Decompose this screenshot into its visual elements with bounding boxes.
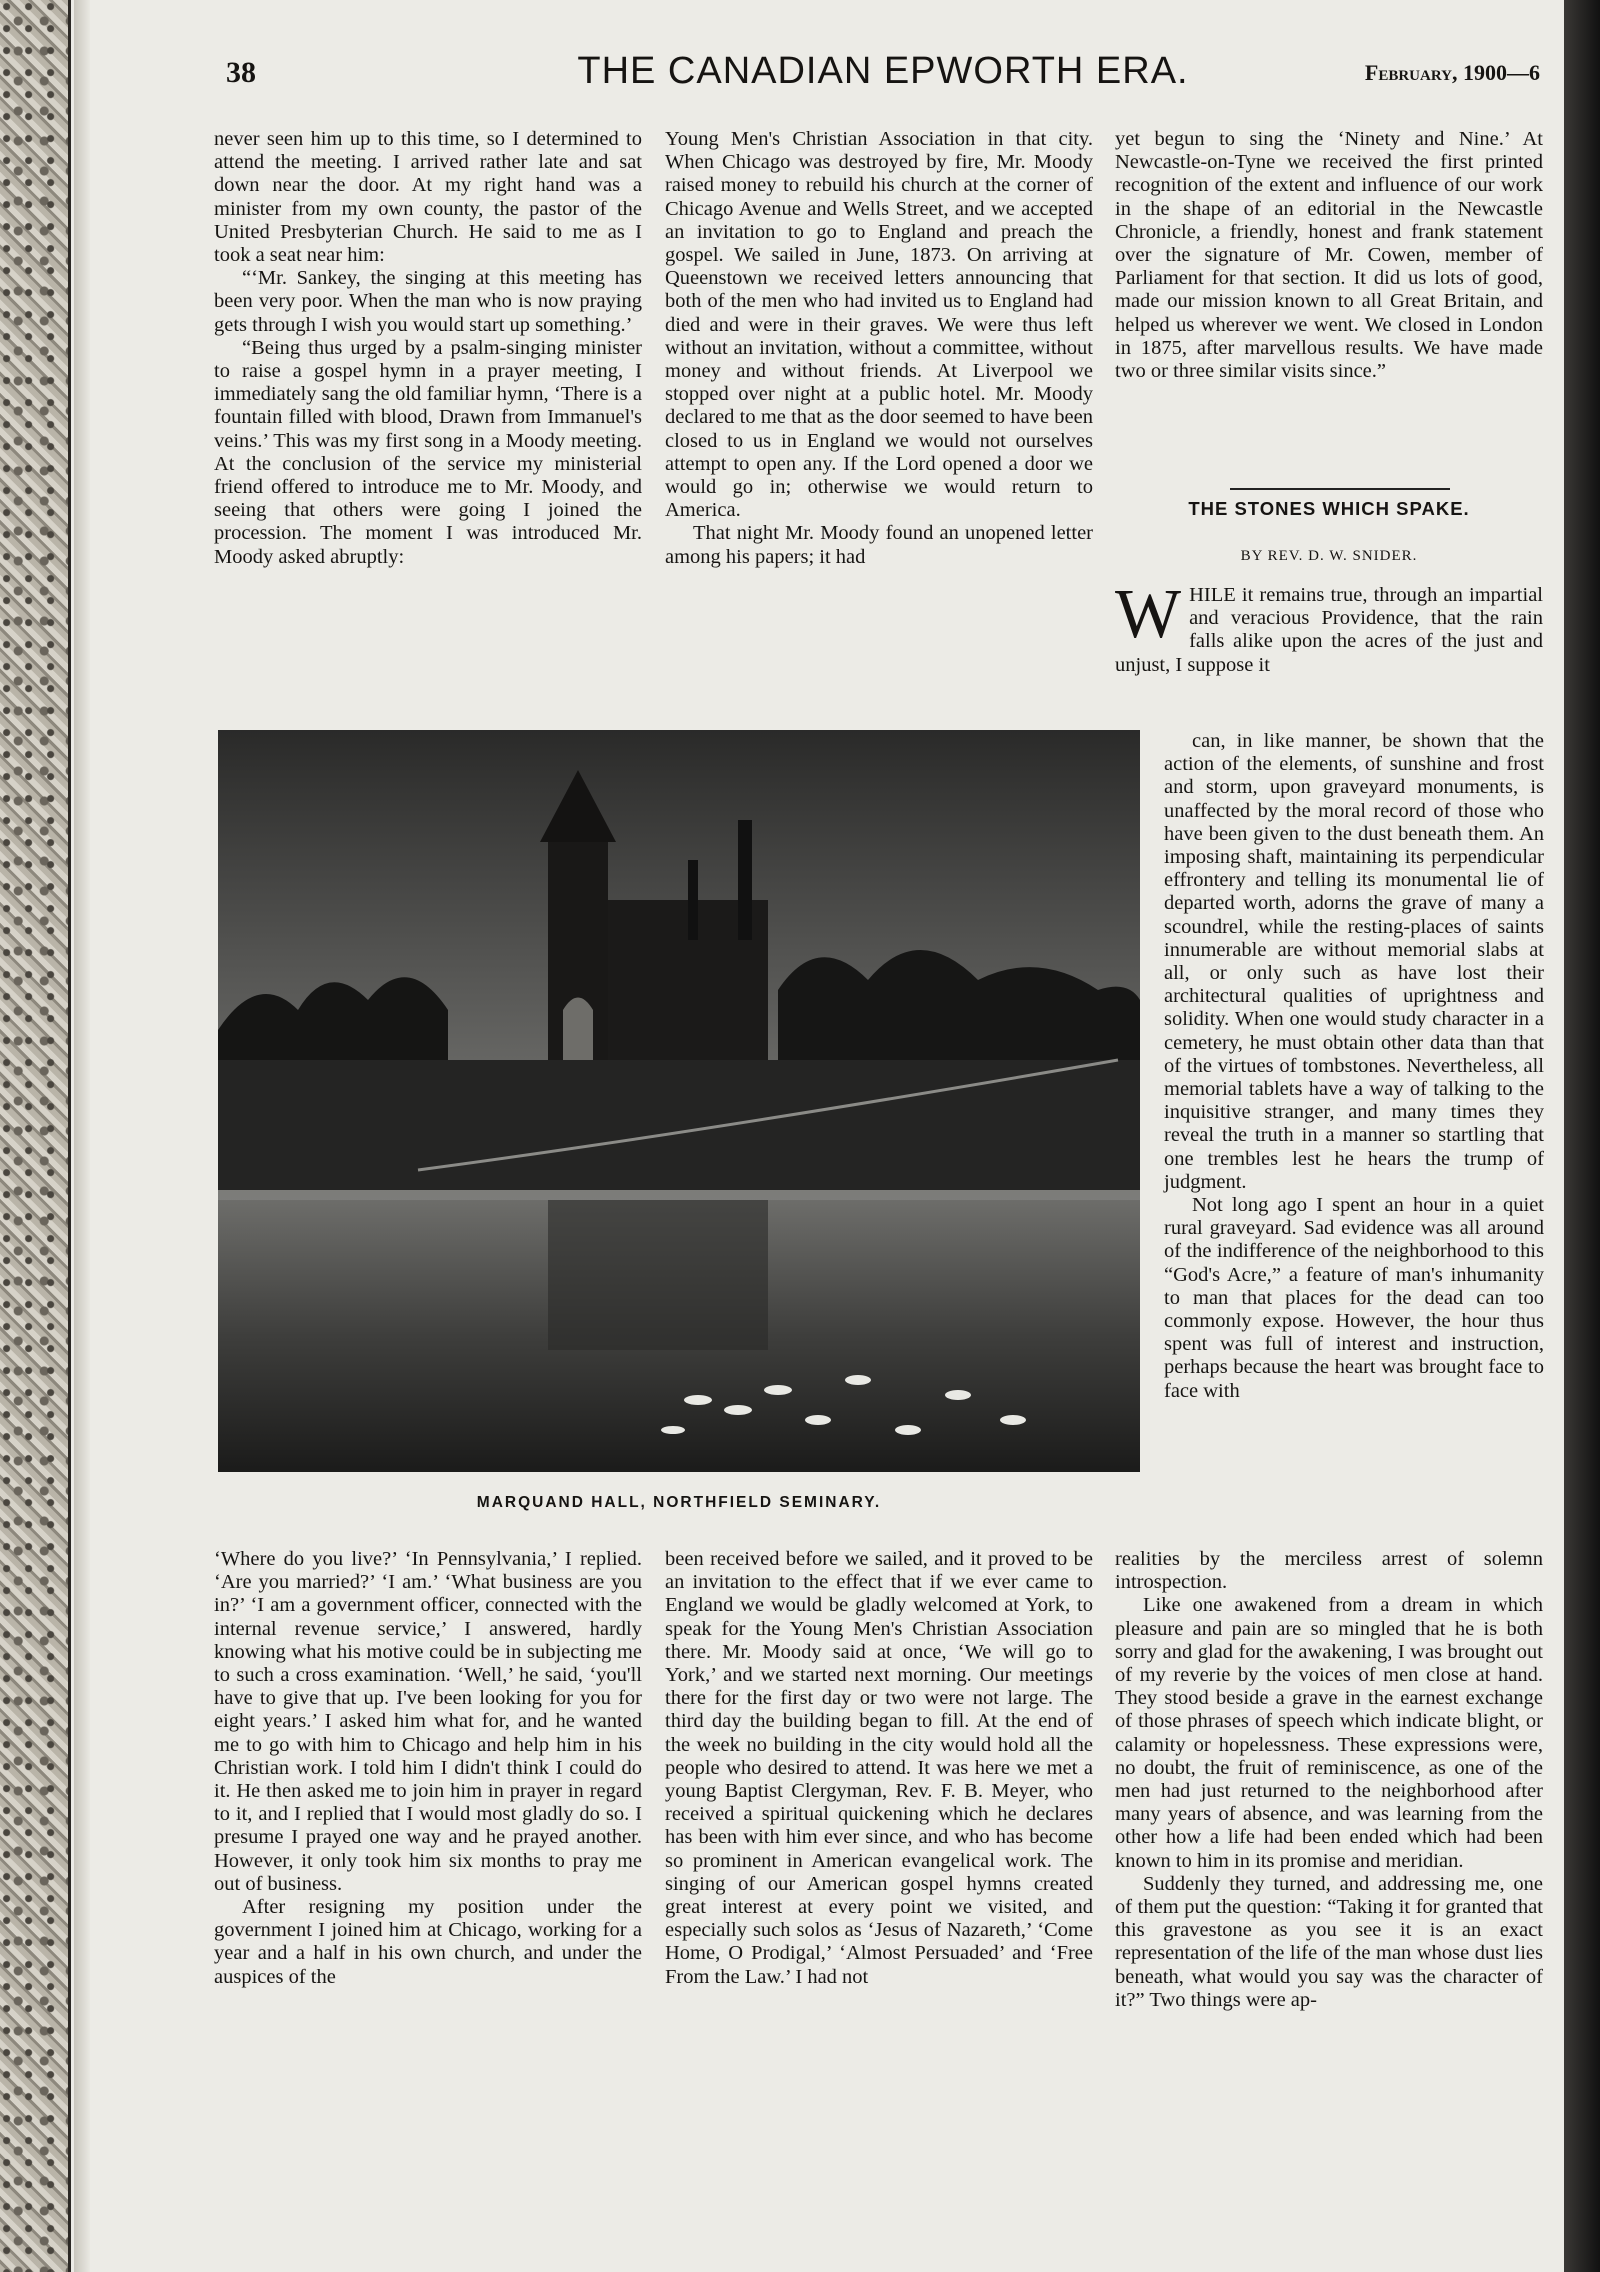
paragraph: can, in like manner, be shown that the action of the elements, of sunshine and frost and storm, upon graveyard monuments, is unaffected by the moral record of those who have been given to the dust beneath them. An imposing shaft, maintaining its perpendicular effrontery and telling its monumental lie of departed worth, adorns the grave of many a scoundrel, while the resting-places of saints innumerable are without memorial slabs at all, or only such as have lost their architectural qualities of uprightness and solidity. When one would study character in a cemetery, he must obtain other data than that of the virtues of tombstones. Nevertheless, all memorial tablets have a way of talking to the inquisitive stranger, and many times they reveal the truth in a manner so startling that one trembles lest he hears the trump of judgment.: [1164, 730, 1544, 1193]
column-2-top: [665, 128, 1093, 569]
photograph-marquand-hall: [218, 730, 1140, 1472]
paragraph: never seen him up to this time, so I determined to attend the meeting. I arrived rather late and sat down near the door. At my right hand was a minister from my own county, the pastor of the United Presbyterian Church. He said to me as I took a seat near him:: [214, 128, 642, 267]
paragraph: “Being thus urged by a psalm-singing minister to raise a gospel hymn in a prayer meeting, I immediately sang the old familiar hymn, ‘There is a fountain filled with blood, Drawn from Immanuel's veins.’ This was my first song in a Moody meeting. At the conclusion of the service my ministerial friend offered to introduce me to Mr. Moody, and seeing that others were going I joined the procession. The moment I was introduced Mr. Moody asked abruptly:: [214, 336, 642, 568]
binding-gutter: [74, 0, 90, 2272]
paragraph: yet begun to sing the ‘Ninety and Nine.’ At Newcastle-on-Tyne we received the first printed recognition of the extent and influence of our work in the shape of an editorial in the Newcastle Chronicle, a friendly, honest and frank statement over the signature of Mr. Cowen, member of Parliament for that section. It did us lots of good, made our mission known to all Great Britain, and helped us wherever we went. We closed in London in 1875, after marvellous results. We have made two or three similar visits since.”: [1115, 128, 1543, 383]
drop-cap: W: [1115, 576, 1182, 653]
ornamental-binding: [0, 0, 71, 2272]
issue-date: February, 1900—6: [1364, 60, 1540, 85]
article-title: THE STONES WHICH SPAKE.: [1188, 498, 1470, 519]
article-byline: BY REV. D. W. SNIDER.: [1240, 548, 1418, 564]
column-1-top: [214, 128, 642, 569]
column-3-top: [1115, 128, 1543, 383]
magazine-page: [190, 0, 1544, 2272]
paragraph: Suddenly they turned, and addressing me, one of them put the question: “Taking it for granted that this gravestone as you see it is an exact representation of the life of the man whose dust lies beneath, what would you say was the character of it?” Two things were ap-: [1115, 1872, 1543, 2011]
paragraph: Like one awakened from a dream in which pleasure and pain are so mingled that he is both sorry and glad for the awakening, I was brought out of my reverie by the voices of men close at hand. They stood beside a grave in the earnest exchange of those phrases of speech which indicate blight, or calamity or hopelessness. These expressions were, no doubt, the fruit of reminiscence, as one of the men had just returned to the neighborhood after many years of absence, and was learning from the other how a life had been ended which had been known to him in its promise and meridian.: [1115, 1594, 1543, 1872]
photo-illustration: [218, 730, 1140, 1472]
column-2-bottom: [665, 1548, 1093, 1989]
column-3-side: [1164, 730, 1544, 1403]
paragraph: “‘Mr. Sankey, the singing at this meeting has been very poor. When the man who is now praying gets through I wish you would start up something.’: [214, 267, 642, 336]
page-edge-shadow: [1564, 0, 1600, 2272]
paragraph: Not long ago I spent an hour in a quiet rural graveyard. Sad evidence was all around of the indifference of the neighborhood to this “God's Acre,” a feature of man's inhumanity to man that places for the dead can too commonly expose. However, the hour thus spent was full of interest and instruction, perhaps because the heart was brought face to face with: [1164, 1194, 1544, 1402]
paragraph: Young Men's Christian Association in that city. When Chicago was destroyed by fire, Mr. Moody raised money to rebuild his church at the corner of Chicago Avenue and Wells Street, and we accepted an invitation to go to England and preach the gospel. We sailed in June, 1873. On arriving at Queenstown we received letters announcing that both of the men who had invited us to England had died and were in their graves. We were thus left without an invitation, without a committee, without money and without friends. At Liverpool we stopped over night at a public hotel. Mr. Moody declared to me that as the door seemed to have been closed to us in England we would not ourselves attempt to open any. If the Lord opened a door we would go in; otherwise we would return to America.: [665, 128, 1093, 522]
photo-caption: MARQUAND HALL, NORTHFIELD SEMINARY.: [476, 1494, 882, 1511]
intro-first-word: HILE: [1189, 584, 1236, 606]
paragraph: After resigning my position under the government I joined him at Chicago, working for a year and a half in his own church, and under the auspices of the: [214, 1896, 642, 1988]
article-intro: [1115, 576, 1543, 677]
column-3-bottom: [1115, 1548, 1543, 2012]
paragraph: ‘Where do you live?’ ‘In Pennsylvania,’ I replied. ‘Are you married?’ ‘I am.’ ‘What business are you in?’ ‘I am a government officer, connected with the internal revenue service,’ I answered, hardly knowing what his motive could be in subjecting me to such a cross examination. ‘Well,’ he said, ‘you'll have to give that up. I've been looking for you for eight years.’ I asked him what for, and he wanted me to go with him to Chicago and help him in his Christian work. I told him I didn't think I could do it. He then asked me to join him in prayer in regard to it, and I replied that I would most gladly do so. I presume I prayed one way and he prayed another. However, it only took him six months to pray me out of business.: [214, 1548, 642, 1895]
column-1-bottom: [214, 1548, 642, 1989]
page-number: 38: [226, 56, 256, 89]
paragraph: That night Mr. Moody found an unopened letter among his papers; it had: [665, 522, 1093, 568]
journal-title: THE CANADIAN EPWORTH ERA.: [577, 50, 1189, 92]
intro-text: it remains true, through an impartial and veracious Providence, that the rain falls alike upon the acres of the just and unjust, I suppose it: [1115, 584, 1543, 676]
paragraph: realities by the merciless arrest of solemn introspection.: [1115, 1548, 1543, 1594]
paragraph: been received before we sailed, and it proved to be an invitation to the effect that if we ever came to England we would be gladly welcomed at York, to speak for the Young Men's Christian Association there. Mr. Moody said at once, ‘We will go to York,’ and we started next morning. Our meetings there for the first day or two were not large. The third day the building began to fill. At the end of the week no building in the city would hold all the people who desired to attend. It was here we met a young Baptist Clergyman, Rev. F. B. Meyer, who received a spiritual quickening which he declares has been with him ever since, and who has become so prominent in American evangelical work. The singing of our American gospel hymns created great interest at every point we visited, and especially such solos as ‘Jesus of Nazareth,’ ‘Come Home, O Prodigal,’ ‘Almost Persuaded’ and ‘Free From the Law.’ I had not: [665, 1548, 1093, 1988]
section-divider: [1230, 488, 1450, 490]
page-header: [226, 50, 1540, 100]
